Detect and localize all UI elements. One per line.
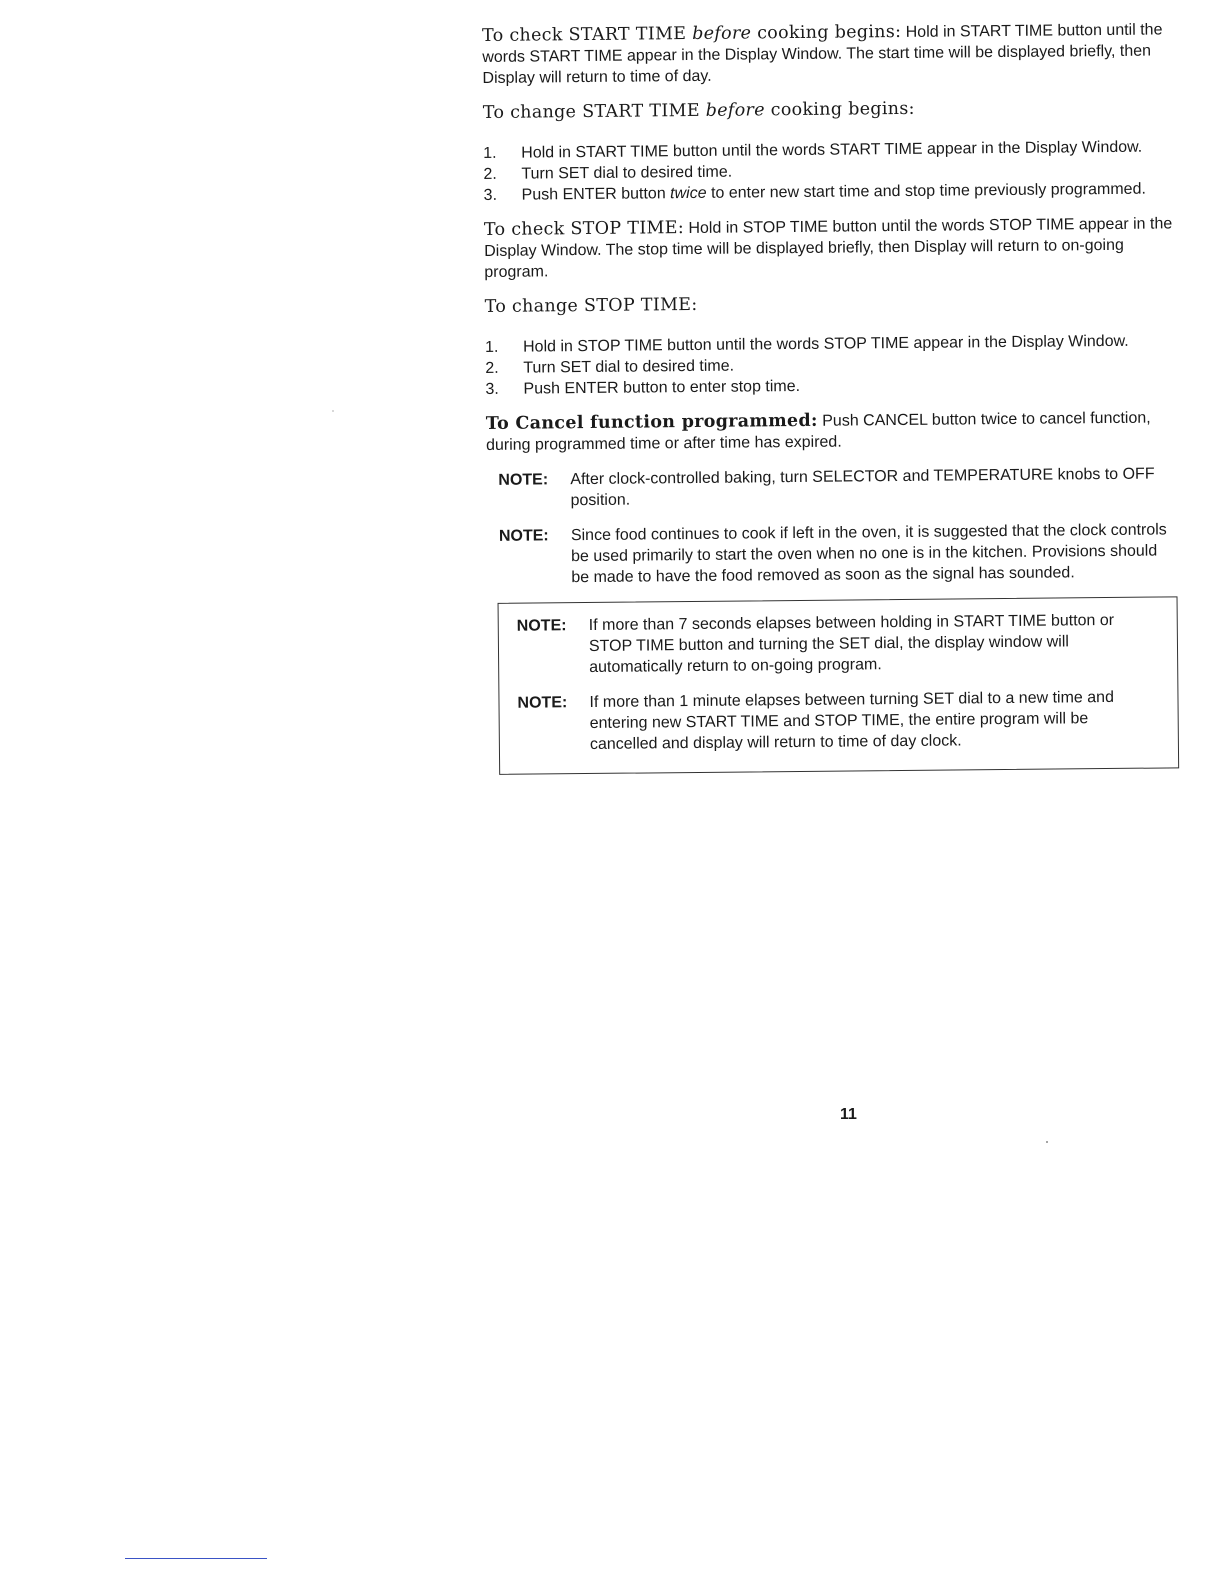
step-number: 1. [485,338,499,356]
note-label: NOTE: [498,471,549,489]
note-one-minute [517,687,1160,756]
check-start-time-lead [482,22,901,46]
change-start-time-steps [483,136,1174,206]
cancel-function-paragraph [486,407,1176,456]
cancel-function-body: Push CANCEL button twice to cancel function, during programmed time or after time has expired. [485,409,1151,454]
scan-speck [332,410,334,412]
step-text-part: Push ENTER button [521,185,671,204]
boxed-notes [498,596,1180,775]
note-knobs-off [498,463,1176,512]
step-text-emphasis: twice [670,184,707,203]
note-text: If more than 7 seconds elapses between holding in START TIME button or STOP TIME button and turning the SET dial, the display window will automatically return to on-going program. [588,611,1115,677]
check-start-lead-text-end: cooking begins: [751,21,902,44]
change-start-heading-text-end: cooking begins: [764,98,915,121]
check-start-body: Hold in START TIME button until the words START TIME appear in the Display Window. The start time will be displayed briefly, then Display will return to time of day. [482,21,1163,87]
step-number: 1. [483,144,497,162]
note-label: NOTE: [517,694,568,712]
manual-page-content [482,19,1179,775]
step-number: 3. [485,380,499,398]
scan-speck [1046,1141,1048,1143]
note-text: If more than 1 minute elapses between turning SET dial to a new time and entering new START TIME and STOP TIME, the entire program will be cancelled and display will return to time of day clock. [589,688,1115,753]
step-text: Turn SET dial to desired time. [521,163,733,183]
check-stop-time-lead: To check STOP TIME: [483,218,685,240]
change-stop-time-heading: To change STOP TIME: [484,294,698,317]
step-text: Turn SET dial to desired time. [523,357,735,377]
change-start-heading-emphasis: before [705,100,765,121]
step-number: 3. [483,186,498,204]
check-start-lead-emphasis: before [692,23,752,44]
note-text: Since food continues to cook if left in the oven, it is suggested that the clock controls be used primarily to start the oven when no one is in the kitchen. Provisions should be made to have the food removed as soon as the signal has sounded. [570,521,1167,587]
note-seven-seconds [517,610,1160,679]
note-food-removal [499,519,1178,589]
margin-rule [125,1558,267,1559]
change-start-time-heading [483,96,1173,123]
note-label: NOTE: [516,617,567,635]
step-text-part-end: to enter new start time and stop time previously programmed. [706,180,1146,202]
check-start-time-paragraph [482,19,1173,89]
cancel-function-lead: To Cancel function programmed: [485,410,818,434]
change-start-heading-text: To change START TIME [482,100,706,123]
check-start-lead-text: To check START TIME [482,23,693,46]
step-text: Hold in STOP TIME button until the words STOP TIME appear in the Display Window. [523,332,1129,356]
note-label: NOTE: [498,527,549,545]
step-number: 2. [485,359,499,377]
check-stop-body: Hold in STOP TIME button until the words STOP TIME appear in the Display Window. The stop time will be displayed briefly, then Display will return to on-going program. [484,215,1173,281]
page-number: 11 [840,1106,857,1123]
note-text: After clock-controlled baking, turn SELECTOR and TEMPERATURE knobs to OFF position. [570,465,1155,510]
step-number: 2. [483,165,497,183]
step-text: Push ENTER button to enter stop time. [523,377,801,398]
step-text: Hold in START TIME button until the words START TIME appear in the Display Window. [521,138,1143,162]
change-stop-time-steps [485,330,1176,400]
check-stop-time-paragraph [484,213,1175,283]
